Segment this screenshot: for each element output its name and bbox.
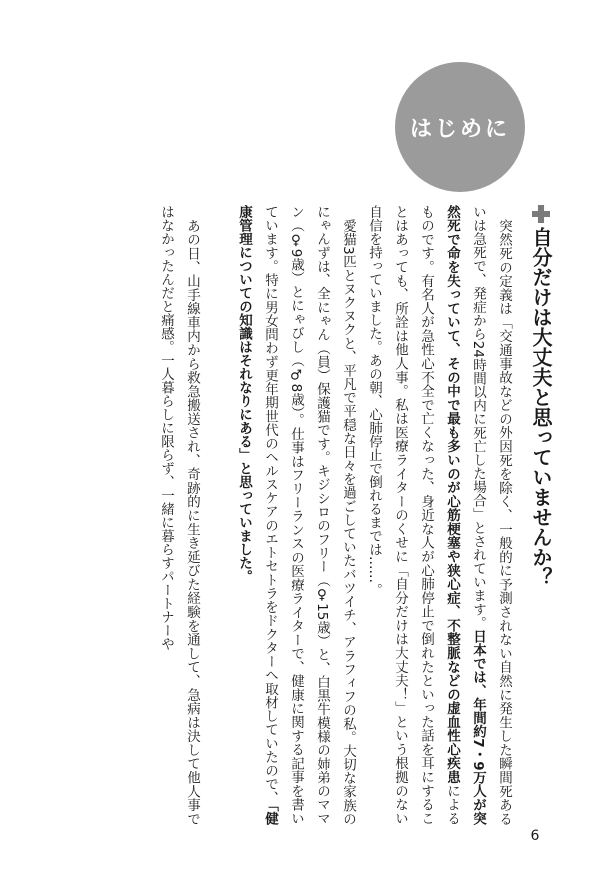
section-badge [395, 62, 525, 192]
paragraph-1-bold: 日本では、年間約7・9万人が突然死で命を失っていて、その中で最も多いのが心筋梗塞や狭心症、不整脈などの虚血性心疾患 [444, 205, 486, 825]
page-number: 6 [530, 828, 540, 844]
paragraph-2-sentence-1: 愛猫3匹とヌクヌクと、平凡で平穏な日々を過ごしていたバツイチ、アラフィフの私。大切な家族のにゃんずは、全にゃん（員）保護猫です。キジシロのフリー（♀15歳）と、白黒牛模様の姉弟のママン（♀9歳）とにゃびし（♂8歳）。仕事はフリーランスの医療ライターで、健康に関する記事を書いています。特に男女問わず更年期世代のヘルスケアのエトセトラをドクターへ取材していたので、 [262, 205, 356, 825]
paragraph-2 [231, 205, 361, 825]
body-text [96, 205, 554, 825]
paragraph-1 [361, 205, 517, 825]
paragraph-2-bold: 「健康管理についての知識はそれなりにある」と思っていました。 [236, 205, 278, 825]
section-heading [527, 205, 554, 825]
paragraph-3-sentence-1: あの日、山手線車内から救急搬送され、奇跡的に生き延びた経験を通して、急病は決して他人事ではなかったんだと痛感。一人暮らしに限らず、一緒に暮らすパートナーや [158, 205, 200, 825]
heading-text: 自分だけは大丈夫と思っていませんか？ [529, 227, 553, 587]
cross-icon [532, 205, 550, 223]
paragraph-3 [153, 205, 205, 825]
paragraph-1-sentence-3: によるものです。有名人が急性心不全で亡くなった、身近な人が心肺停止で倒れたといった話を耳にすることはあっても、所詮は他人事。私は医療ライターのくせに「自分だけは大丈夫！」という根拠のない自信を持っていました。あの朝、心肺停止で倒れるまでは……。 [366, 205, 460, 825]
paragraph-1-sentence-1: 突然死の定義は「交通事故などの外因死を除く、一般的に予測されない自然に発生した瞬間死あるいは急死で、発症から24時間以内に死亡した場合」とされています。 [470, 205, 512, 825]
badge-label: はじめに [409, 116, 510, 142]
